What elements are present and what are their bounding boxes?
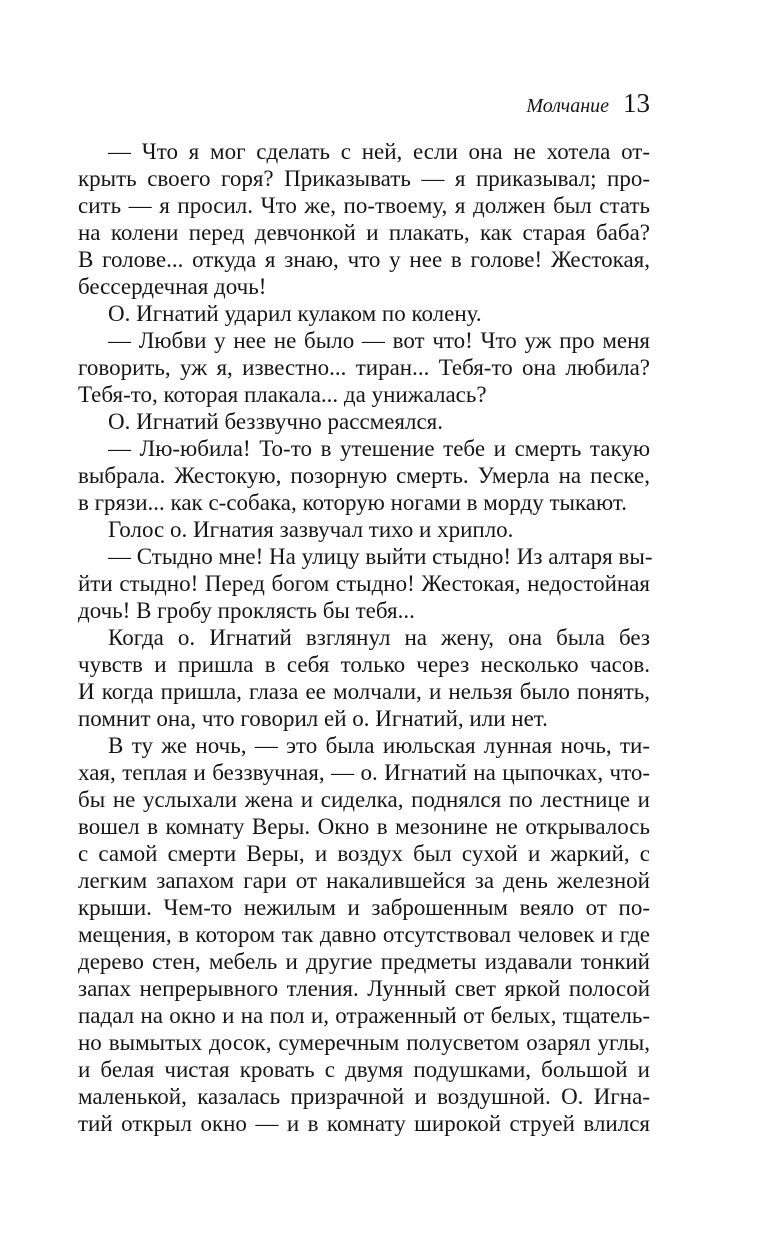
- text-line: в грязи... как с-собака, которую ногами в морду тыкают.: [78, 490, 627, 515]
- text-line: хая, теплая и беззвучная, — о. Игнатий на цыпочках, что-: [78, 760, 650, 785]
- text-line: бессердечная дочь!: [78, 274, 267, 299]
- text-line: крыши. Чем-то нежилым и заброшенным веяло от по-: [78, 895, 650, 920]
- text-line: вошел в комнату Веры. Окно в мезонине не открывалось: [78, 814, 650, 839]
- text-line: говорить, уж я, известно... тиран... Тебя-то она любила?: [78, 355, 650, 380]
- text-line: — Что я мог сделать с ней, если она не хотела от-: [108, 139, 650, 164]
- text-line: В ту же ночь, — это была июльская лунная ночь, ти-: [108, 733, 650, 758]
- text-line: — Любви у нее не было — вот что! Что уж про меня: [108, 328, 650, 353]
- body-text: [78, 138, 653, 1137]
- text-line: маленькой, казалась призрачной и воздушной. О. Игна-: [78, 1084, 650, 1109]
- text-line: падал на окно и на пол и, отраженный от белых, тщатель-: [78, 1003, 650, 1028]
- text-line: выбрала. Жестокую, позорную смерть. Умерла на песке,: [78, 463, 650, 488]
- text-line: мещения, в котором так давно отсутствовал человек и где: [78, 922, 650, 947]
- text-line: легким запахом гари от накалившейся за день железной: [78, 868, 650, 893]
- text-line: сить — я просил. Что же, по-твоему, я должен был стать: [78, 193, 650, 218]
- running-head: [526, 88, 650, 119]
- running-title: Молчание: [526, 95, 609, 117]
- text-line: и белая чистая кровать с двумя подушками, большой и: [78, 1057, 650, 1082]
- text-line: дерево стен, мебель и другие предметы издавали тонкий: [78, 949, 650, 974]
- text-line: крыть своего горя? Приказывать — я приказывал; про-: [78, 166, 650, 191]
- text-line: на колени перед девчонкой и плакать, как старая баба?: [78, 220, 650, 245]
- text-line: помнит она, что говорил ей о. Игнатий, или нет.: [78, 706, 548, 731]
- text-line: но вымытых досок, сумеречным полусветом озарял углы,: [78, 1030, 650, 1055]
- text-line: — Стыдно мне! На улицу выйти стыдно! Из алтаря вы-: [108, 544, 653, 569]
- text-line: Когда о. Игнатий взглянул на жену, она была без: [108, 625, 650, 650]
- text-line: дочь! В гробу проклясть бы тебя...: [78, 598, 415, 623]
- text-line: запах непрерывного тления. Лунный свет яркой полосой: [78, 976, 650, 1001]
- page-number: 13: [623, 88, 650, 118]
- text-line: — Лю-юбила! То-то в утешение тебе и смерть такую: [108, 436, 650, 461]
- text-line: О. Игнатий ударил кулаком по колену.: [108, 301, 482, 326]
- text-line: бы не услыхали жена и сиделка, поднялся по лестнице и: [78, 787, 650, 812]
- text-line: В голове... откуда я знаю, что у нее в голове! Жестокая,: [78, 247, 650, 272]
- text-line: тий открыл окно — и в комнату широкой струей влился: [78, 1111, 650, 1136]
- text-line: чувств и пришла в себя только через несколько часов.: [78, 652, 650, 677]
- text-line: с самой смерти Веры, и воздух был сухой и жаркий, с: [78, 841, 650, 866]
- text-line: йти стыдно! Перед богом стыдно! Жестокая, недостойная: [78, 571, 650, 596]
- text-line: Тебя-то, которая плакала... да унижалась?: [78, 382, 487, 407]
- text-line: И когда пришла, глаза ее молчали, и нельзя было понять,: [78, 679, 650, 704]
- text-line: О. Игнатий беззвучно рассмеялся.: [108, 409, 444, 434]
- text-line: Голос о. Игнатия зазвучал тихо и хрипло.: [108, 517, 514, 542]
